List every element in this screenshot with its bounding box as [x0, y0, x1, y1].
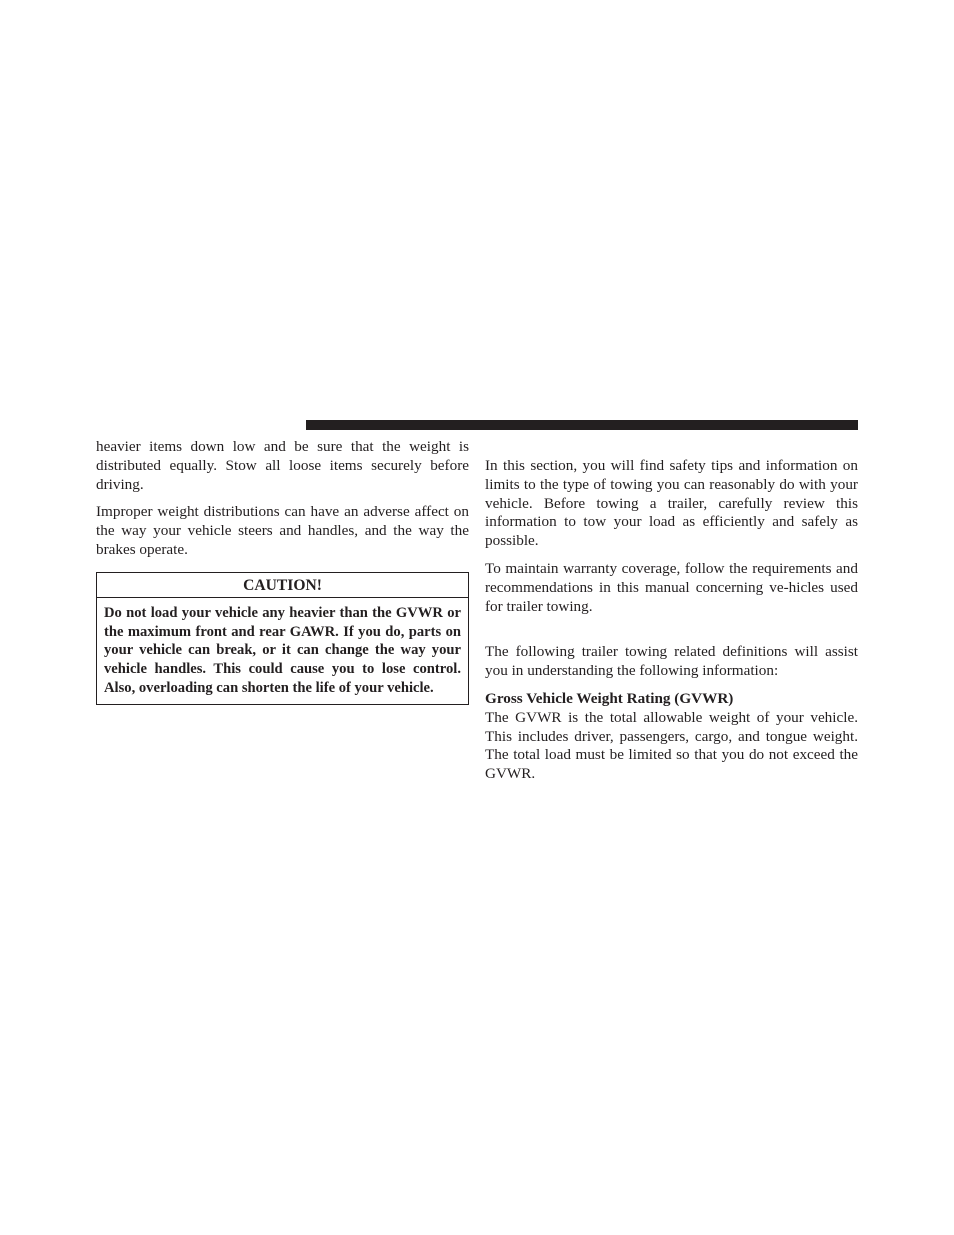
section-spacer — [485, 625, 858, 643]
paragraph-warranty: To maintain warranty coverage, follow the requirements and recommendations in this manual concerning ve-hicles used for trailer towing. — [485, 559, 858, 615]
paragraph-towing-intro: In this section, you will find safety tips and information on limits to the type of towing you can reasonably do with your vehicle. Before towing a trailer, carefully review this information to tow your load as efficiently and safely as possible. — [485, 457, 858, 550]
paragraph-definitions-intro: The following trailer towing related definitions will assist you in understanding the following information: — [485, 643, 858, 680]
left-column — [96, 438, 469, 705]
paragraph-weight-distribution: heavier items down low and be sure that the weight is distributed equally. Stow all loose items securely before driving. — [96, 438, 469, 493]
caution-box — [96, 572, 469, 705]
right-column — [485, 457, 858, 784]
definition-text-gvwr: The GVWR is the total allowable weight of your vehicle. This includes driver, passengers, cargo, and tongue weight. The total load must be limited so that you do not exceed the GVWR. — [485, 708, 858, 783]
definition-heading-gvwr: Gross Vehicle Weight Rating (GVWR) — [485, 689, 734, 707]
caution-body: Do not load your vehicle any heavier than the GVWR or the maximum front and rear GAWR. If you do, parts on your vehicle can break, or it can change the way your vehicle handles. This could cause you to lose control. Also, overloading can shorten the life of your vehicle. — [104, 604, 461, 696]
section-header-bar — [306, 420, 858, 430]
caution-title: CAUTION! — [97, 573, 468, 598]
paragraph-improper-weight: Improper weight distributions can have an adverse affect on the way your vehicle steers and handles, and the way the brakes operate. — [96, 503, 469, 558]
